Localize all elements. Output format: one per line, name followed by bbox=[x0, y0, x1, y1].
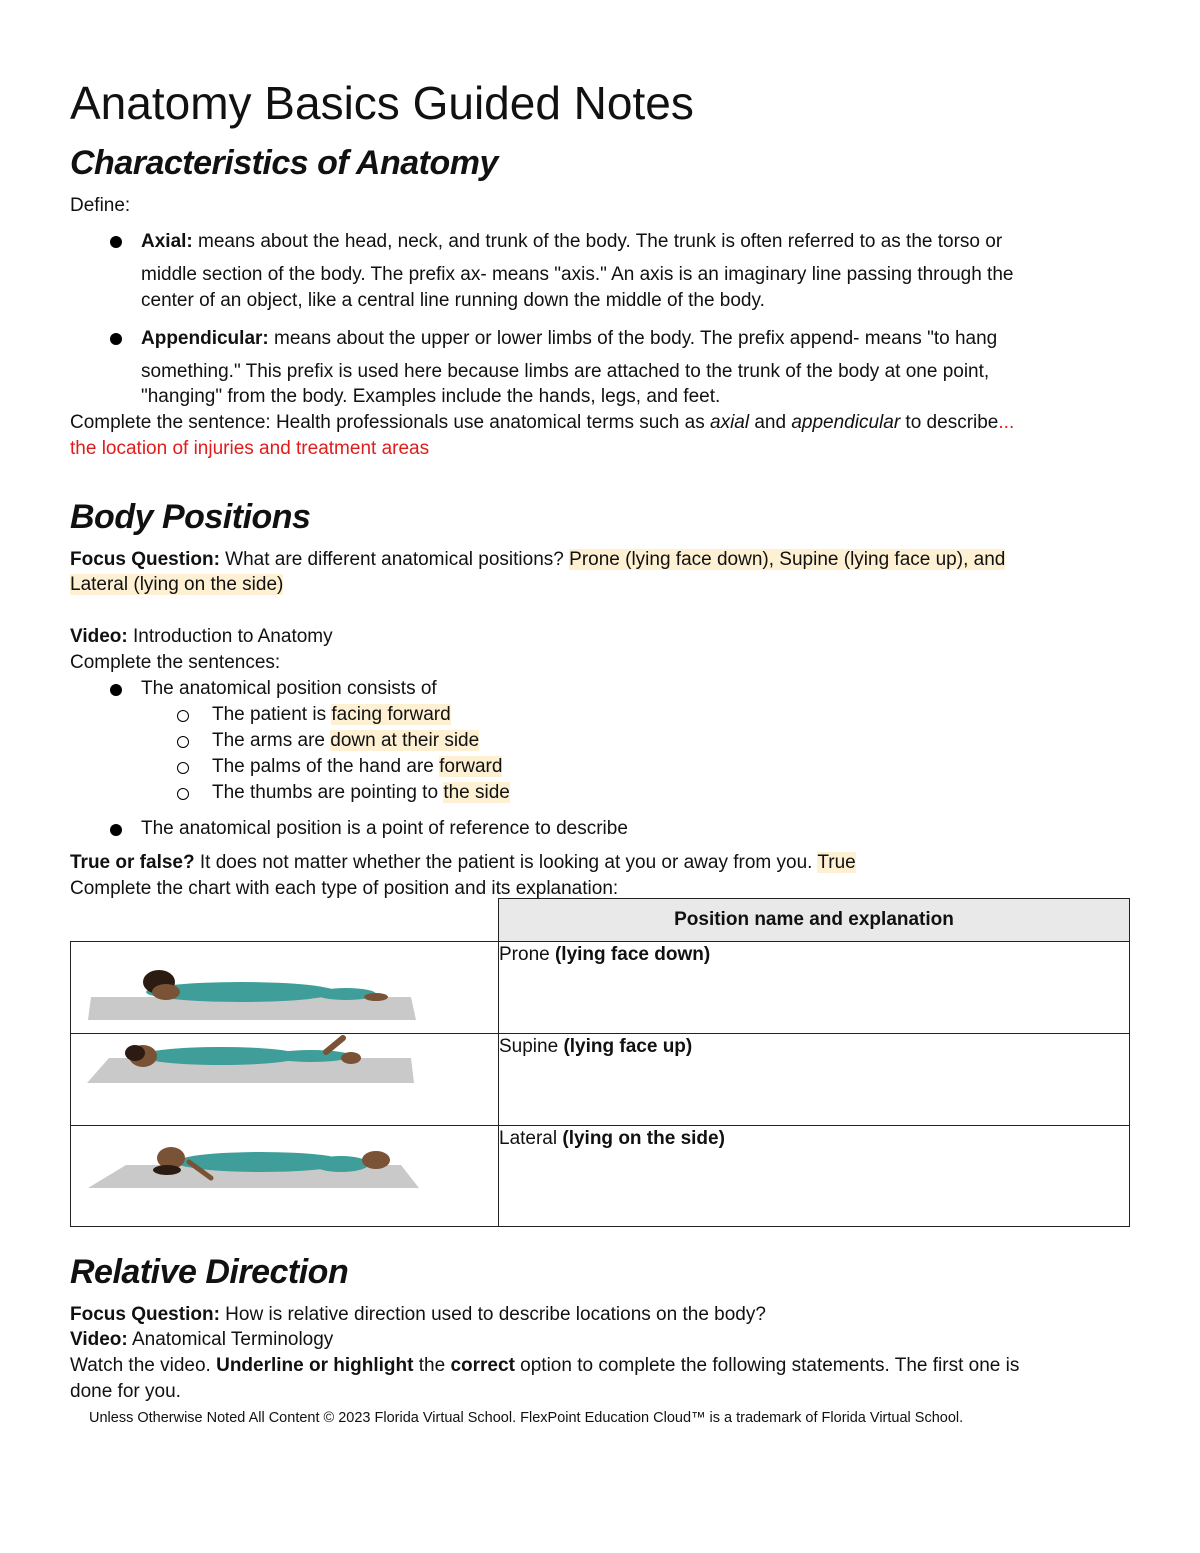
bullet-icon bbox=[110, 684, 122, 696]
appendicular-text-1: means about the upper or lower limbs of the body. The prefix append- means "to hang bbox=[268, 328, 998, 349]
video-terminology: Video: Anatomical Terminology bbox=[70, 1329, 334, 1350]
anatomical-position-bullet: The anatomical position consists of bbox=[141, 678, 437, 699]
focus-question-direction: Focus Question: How is relative direction used to describe locations on the body? bbox=[70, 1304, 766, 1325]
supine-cell: Supine (lying face up) bbox=[499, 1033, 1130, 1125]
supine-image-cell bbox=[71, 1033, 499, 1125]
reference-bullet: The anatomical position is a point of reference to describe bbox=[141, 818, 628, 839]
appendicular-line-3: "hanging" from the body. Examples include the hands, legs, and feet. bbox=[141, 386, 721, 407]
video-intro: Video: Introduction to Anatomy bbox=[70, 626, 333, 647]
appendicular-term: Appendicular: bbox=[141, 328, 269, 349]
complete-sentence-answer: the location of injuries and treatment areas bbox=[70, 438, 430, 459]
circle-bullet-icon bbox=[177, 762, 189, 774]
section-heading-relative-direction: Relative Direction bbox=[70, 1253, 349, 1291]
lateral-cell: Lateral (lying on the side) bbox=[499, 1125, 1130, 1226]
focus-answer-line-2-row bbox=[70, 572, 283, 598]
section-heading-body-positions: Body Positions bbox=[70, 498, 311, 536]
watch-instruction-line-2: done for you. bbox=[70, 1381, 181, 1402]
appendicular-line-1 bbox=[141, 326, 997, 352]
lateral-illustration bbox=[71, 1126, 498, 1221]
supine-illustration bbox=[71, 1034, 498, 1120]
bullet-icon bbox=[110, 236, 122, 248]
prone-image-cell bbox=[71, 941, 499, 1033]
axial-line-1 bbox=[141, 229, 1002, 255]
subitem-2: The arms are down at their side bbox=[212, 730, 480, 751]
subitem-4: The thumbs are pointing to the side bbox=[212, 782, 510, 803]
page-footer: Unless Otherwise Noted All Content © 2023 Florida Virtual School. FlexPoint Education Cloud™ is a trademark of Florida Virtual School. bbox=[89, 1410, 964, 1426]
table-header: Position name and explanation bbox=[499, 899, 1130, 942]
subitem-3: The palms of the hand are forward bbox=[212, 756, 503, 777]
circle-bullet-icon bbox=[177, 736, 189, 748]
table-row bbox=[71, 1033, 1130, 1125]
table-row bbox=[71, 1125, 1130, 1226]
chart-instruction: Complete the chart with each type of position and its explanation: bbox=[70, 878, 619, 899]
circle-bullet-icon bbox=[177, 788, 189, 800]
define-label: Define: bbox=[70, 195, 131, 216]
complete-sentence-prompt: Complete the sentence: Health professionals use anatomical terms such as axial and appendicular to describe... bbox=[70, 412, 1015, 433]
table-row bbox=[71, 941, 1130, 1033]
axial-line-3: center of an object, like a central line running down the middle of the body. bbox=[141, 290, 765, 311]
lateral-image-cell bbox=[71, 1125, 499, 1226]
watch-instruction-line-1: Watch the video. Underline or highlight the correct option to complete the following statements. The first one is bbox=[70, 1355, 1020, 1376]
focus-question-positions: Focus Question: What are different anatomical positions? Prone (lying face down), Supine (lying face up), and bbox=[70, 549, 1006, 570]
table-corner-cell bbox=[71, 899, 499, 942]
positions-table bbox=[70, 898, 1130, 1227]
prone-cell: Prone (lying face down) bbox=[499, 941, 1130, 1033]
table-header-row bbox=[71, 899, 1130, 942]
focus-answer-line-2: Lateral (lying on the side) bbox=[70, 574, 284, 595]
section-heading-characteristics: Characteristics of Anatomy bbox=[70, 144, 498, 182]
prone-illustration bbox=[71, 942, 498, 1028]
true-false-question: True or false? It does not matter whether the patient is looking at you or away from you. True bbox=[70, 852, 856, 873]
focus-answer-line-1: Prone (lying face down), Supine (lying face up), and bbox=[569, 549, 1006, 570]
appendicular-line-2: something." This prefix is used here because limbs are attached to the trunk of the body at one point, bbox=[141, 361, 990, 382]
axial-line-2: middle section of the body. The prefix ax- means "axis." An axis is an imaginary line passing through the bbox=[141, 264, 1014, 285]
bullet-icon bbox=[110, 333, 122, 345]
subitem-1: The patient is facing forward bbox=[212, 704, 451, 725]
bullet-icon bbox=[110, 824, 122, 836]
axial-term: Axial: bbox=[141, 231, 193, 252]
axial-text-1: means about the head, neck, and trunk of the body. The trunk is often referred to as the torso or bbox=[192, 231, 1003, 252]
complete-sentences-label: Complete the sentences: bbox=[70, 652, 281, 673]
circle-bullet-icon bbox=[177, 710, 189, 722]
page-title: Anatomy Basics Guided Notes bbox=[70, 77, 694, 129]
